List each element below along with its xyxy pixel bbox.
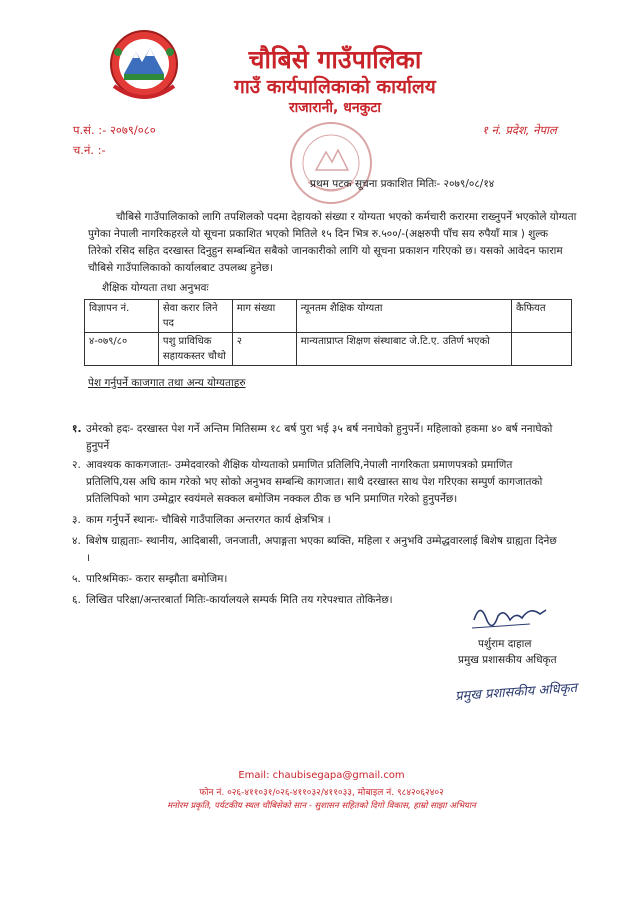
list-item (72, 512, 612, 529)
designation-stamp: प्रमुख प्रशासकीय अधिकृत (454, 680, 578, 705)
item-line: लिखित परिक्षा/अन्तरबार्ता मितिः-कार्यालयले सम्पर्क मिति तय गरेपश्चात तोकिनेछ। (86, 594, 393, 606)
item-line: हुनुपर्ने (86, 440, 110, 452)
item-line: उमेरको हदः- दरखास्त पेश गर्ने अन्तिम मितिसम्म १८ बर्ष पुरा भई ३५ बर्ष ननाघेको हुनुपर्ने। महिलाको हकमा ४० बर्ष ननाघेको (86, 423, 553, 435)
table-caption: शैक्षिक योग्यता तथा अनुभवः (102, 282, 209, 294)
signature-scribble (470, 598, 550, 632)
list-item (72, 571, 612, 588)
intro-line: चौबिसे गाउँपालिकाको कार्यालबाट उपलब्ध हुनेछ। (88, 262, 274, 274)
cell-ad-number: ४-०७९/८० (85, 333, 159, 366)
publish-date: प्रथम पटक सूचना प्रकाशित मितिः- २०७९/०८/१४ (310, 178, 495, 190)
item-line: आवश्यक काकगजातः- उम्मेदवारको शैक्षिक योग्यताको प्रमाणित प्रतिलिपि,नेपाली नागरिकता प्रमाणपत्रको प्रमाणित (86, 459, 513, 471)
official-seal (286, 118, 376, 208)
footer-email: Email: chaubisegapa@gmail.com (238, 770, 405, 781)
list-item (72, 533, 612, 567)
cell-post: पशु प्राविधिक सहायकस्तर चौथो (158, 333, 232, 366)
office-address: राजारानी, धनकुटा (288, 100, 382, 116)
item-number: ३. (72, 514, 81, 526)
intro-line: चौबिसे गाउँपालिकाको लागि तपशिलको पदमा देहायको संख्या र योग्यता भएको कर्मचारी करारमा राख्नुपर्ने भएकोले योग्यता (116, 211, 577, 223)
signatory-designation: प्रमुख प्रशासकीय अधिकृत (458, 654, 557, 666)
intro-line: पुगेका नेपाली नागरिकहरले यो सूचना प्रकाशित भएको मितिले १५ दिन भित्र रु.५००/-(अक्षरुपी पाँच सय रुपैयाँ मात्र ) शुल्क (88, 228, 549, 240)
item-line: प्रतिलिपि,यस अघि काम गरेको भए सोको अनुभव सम्बन्धि कागजात। साथै दरखास्त साथ पेश गरिएका सम्पुर्ण कागजातको (86, 476, 543, 488)
office-name: गाउँ कार्यपालिकाको कार्यालय (234, 76, 436, 98)
list-item (72, 457, 612, 508)
item-line: पारिश्रमिकः- करार सम्झौता बमोजिम। (86, 573, 228, 585)
cell-min-qualification: मान्यताप्राप्त शिक्षण संस्थाबाट जे.टि.ए. उतिर्ण भएको (296, 333, 511, 366)
header-remarks: कैफियत (512, 300, 572, 333)
requirements-list (72, 421, 612, 609)
table-header-row (85, 300, 572, 333)
header-post: सेवा करार लिने पद (158, 300, 232, 333)
table-row (85, 333, 572, 366)
intro-paragraph (88, 209, 598, 277)
footer-phone: फोन नं. ०२६-४११०३१/०२६-४११०३२/४११०३३, मोबाइल नं. ९८४२०६२४०२ (199, 788, 444, 798)
item-line: । (86, 552, 90, 564)
item-number: ५. (72, 573, 81, 585)
item-number: ४. (72, 535, 81, 547)
item-line: बिशेष ग्राह्यताः- स्थानीय, आदिबासी, जनजाती, अपाङ्गता भएका ब्यक्ति, महिला र अनुभवि उम्मेद्धवारलाई बिशेष ग्राह्यता दिनेछ (86, 535, 557, 547)
cell-remarks (512, 333, 572, 366)
province-label: १ नं. प्रदेश, नेपाल (482, 123, 557, 137)
qualification-table (84, 299, 572, 366)
cell-demand-count: २ (232, 333, 296, 366)
item-line: काम गर्नुपर्ने स्थानः- चौबिसे गाउँपालिका अन्तरगत कार्य क्षेत्रभित्र । (86, 514, 331, 526)
dispatch-number: च.नं. :- (73, 143, 106, 157)
intro-line: तिरेको रसिद सहित दरखास्त दिनुहुन सम्बन्धित सबैको जानकारीको लागि यो सूचना प्रकाशन गरिएको छ। यसको आवेदन फाराम (88, 245, 563, 257)
section-heading: पेश गर्नुपर्ने काजगात तथा अन्य योग्यताहरु (88, 377, 246, 389)
item-line: प्रतिलिपिको भाग उम्मेद्वार स्वयंमले सक्कल बमोजिम नक्कल ठीक छ भनि प्रमाणित गरेको हुनुपर्नेछ। (86, 493, 458, 505)
item-number: १. (72, 423, 82, 435)
reference-number: प.सं. :- २०७९/०८० (73, 123, 156, 137)
header-demand-count: माग संख्या (232, 300, 296, 333)
municipality-name: चौबिसे गाउँपालिका (248, 45, 422, 74)
header-min-qualification: न्यूनतम शैक्षिक योग्यता (296, 300, 511, 333)
footer-motto: मनोरम प्रकृति, पर्यटकीय स्थल चौबिसेको सान - सुशासन सहितको दिगो विकास, हाम्रो साझा अभियान (167, 801, 476, 811)
list-item (72, 421, 612, 455)
item-number: ६. (72, 594, 81, 606)
header-ad-number: विज्ञापन नं. (85, 300, 159, 333)
item-number: २. (72, 459, 81, 471)
signatory-name: पर्शुराम दाहाल (478, 638, 532, 650)
